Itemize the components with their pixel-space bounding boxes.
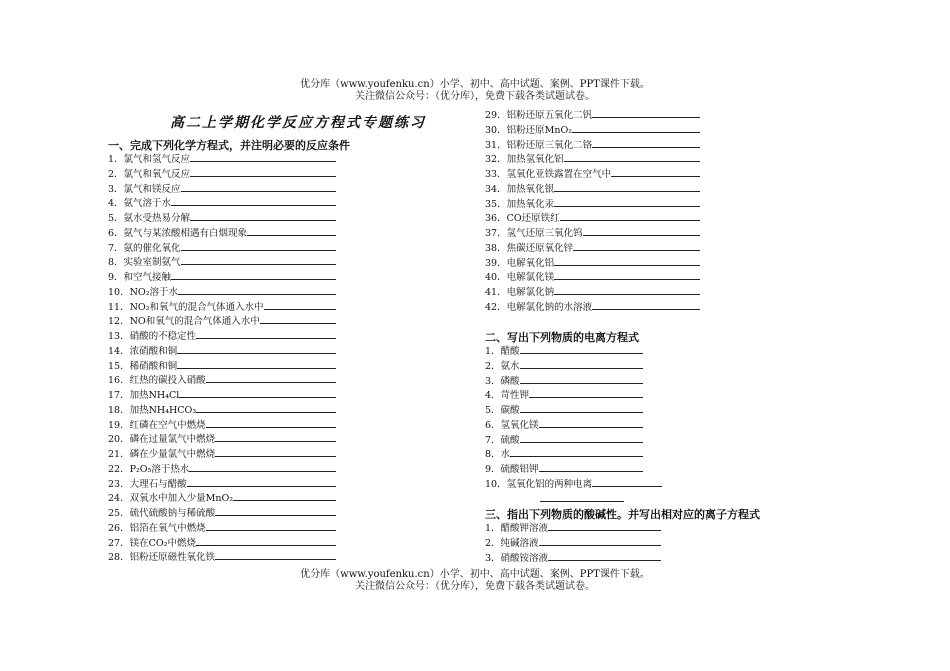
answer-blank[interactable] <box>529 387 643 398</box>
question-text: 碳酸 <box>500 405 520 416</box>
question-item <box>485 417 662 432</box>
question-text: 氨水 <box>500 360 520 372</box>
question-item <box>108 402 336 417</box>
question-text: 铝粉还原五氧化二钒 <box>506 110 593 121</box>
answer-blank[interactable] <box>520 402 643 413</box>
section-2-heading: 二、写出下列物质的电离方程式 <box>485 331 639 344</box>
question-number: 10． <box>108 286 130 298</box>
question-text: 铝粉还原三氧化二铬 <box>506 139 593 151</box>
question-number: 4． <box>108 198 124 210</box>
question-item <box>485 358 662 373</box>
answer-blank[interactable] <box>592 299 700 310</box>
question-number: 40． <box>485 272 507 284</box>
question-number: 5． <box>485 405 501 416</box>
question-text: 加热氢氧化铝 <box>506 154 564 166</box>
question-number: 38． <box>485 242 507 254</box>
question-item <box>108 476 336 491</box>
answer-blank[interactable] <box>260 313 336 324</box>
question-text: 加热氧化银 <box>506 183 555 195</box>
question-item <box>108 535 336 550</box>
answer-blank[interactable] <box>611 166 700 177</box>
question-text: 水 <box>500 449 511 461</box>
answer-blank[interactable] <box>548 550 661 561</box>
question-text: NO₂和氧气的混合气体通入水中 <box>129 301 264 313</box>
question-number: 7． <box>485 434 501 446</box>
question-number: 5． <box>108 213 124 224</box>
question-item <box>485 137 700 152</box>
question-item <box>485 240 700 255</box>
question-number: 3． <box>485 375 501 387</box>
answer-blank[interactable] <box>181 254 336 265</box>
question-text: 红热的碳投入硝酸 <box>129 375 206 387</box>
section-1-heading: 一、完成下列化学方程式，并注明必要的反应条件 <box>108 139 350 152</box>
question-text: 氢氧化镁 <box>500 419 539 431</box>
question-item <box>485 461 662 476</box>
question-text: 氢氧化亚铁露置在空气中 <box>506 169 612 180</box>
question-item <box>485 151 700 166</box>
question-number: 42． <box>485 301 507 313</box>
question-item <box>108 195 336 210</box>
question-text: 硝酸铵溶液 <box>500 552 549 564</box>
question-item <box>485 432 662 447</box>
question-text: 氢氧化铝的两种电离 <box>506 478 593 490</box>
question-number: 12． <box>108 316 130 328</box>
question-item <box>108 254 336 269</box>
question-number: 20． <box>108 434 130 446</box>
question-text: 氯气和氧气反应 <box>123 168 191 180</box>
question-number: 8． <box>485 449 501 461</box>
question-number: 24． <box>108 493 130 505</box>
question-text: 双氧水中加入少量MnO₂ <box>129 493 234 505</box>
answer-blank[interactable] <box>181 181 336 192</box>
answer-blank[interactable] <box>592 137 700 148</box>
answer-blank[interactable] <box>554 196 700 207</box>
footer-line-1: 优分库（www.youfenku.cn）小学、初中、高中试题、案例、PPT课件下载。 <box>300 569 650 580</box>
question-text: 磷酸 <box>500 375 520 387</box>
question-number: 13． <box>108 331 130 342</box>
question-number: 26． <box>108 522 130 534</box>
question-item <box>108 446 336 461</box>
answer-blank[interactable] <box>196 402 336 413</box>
question-text: 氢气还原三氧化钨 <box>506 228 583 239</box>
answer-blank[interactable] <box>573 240 700 251</box>
question-text: 加热NH₄HCO₃ <box>129 404 197 416</box>
answer-blank[interactable] <box>177 358 336 369</box>
question-number: 21． <box>108 449 130 460</box>
question-text: 加热氧化汞 <box>506 198 555 210</box>
question-item <box>485 196 700 211</box>
answer-blank[interactable] <box>539 535 661 546</box>
answer-blank[interactable] <box>520 432 643 443</box>
question-text: 电解氯化钠 <box>506 287 555 298</box>
answer-blank[interactable] <box>554 284 700 295</box>
question-text: 硫酸铝钾 <box>500 464 539 475</box>
question-number: 2． <box>108 168 124 180</box>
answer-blank[interactable] <box>510 446 643 457</box>
question-text: 红磷在空气中燃烧 <box>129 419 206 431</box>
header-line-2: 关注微信公众号：（优分库），免费下载各类试题试卷。 <box>355 91 595 102</box>
question-text: 氨气与某浓酸相遇有白烟现象 <box>123 227 248 239</box>
question-item <box>485 122 700 137</box>
question-number: 19． <box>108 419 130 431</box>
question-item <box>108 520 336 535</box>
question-item <box>108 151 336 166</box>
question-item <box>485 181 700 196</box>
section-1-list <box>108 151 336 564</box>
question-number: 27． <box>108 537 130 549</box>
question-number: 6． <box>485 419 501 431</box>
question-item <box>485 343 662 358</box>
question-text: 氨水受热易分解 <box>123 213 191 224</box>
question-item <box>108 343 336 358</box>
question-item <box>485 255 700 270</box>
answer-blank[interactable] <box>215 549 336 560</box>
question-text: 醋酸钾溶液 <box>500 523 549 534</box>
question-item <box>108 387 336 402</box>
answer-blank[interactable] <box>215 505 336 516</box>
question-item <box>485 210 700 225</box>
question-number: 25． <box>108 508 130 519</box>
question-number: 1． <box>485 523 501 534</box>
question-text: 氯气和氢气反应 <box>123 154 191 165</box>
answer-blank[interactable] <box>592 476 662 487</box>
separator-line <box>540 501 624 502</box>
question-text: 大理石与醋酸 <box>129 478 187 490</box>
answer-blank[interactable] <box>583 225 700 236</box>
answer-blank[interactable] <box>206 372 336 383</box>
answer-blank[interactable] <box>187 476 336 487</box>
question-text: 氨气溶于水 <box>123 198 172 210</box>
answer-blank[interactable] <box>539 461 643 472</box>
question-number: 9． <box>485 464 501 475</box>
question-number: 6． <box>108 227 124 239</box>
question-text: 铝粉还原MnO₂ <box>506 124 573 136</box>
question-item <box>108 490 336 505</box>
answer-blank[interactable] <box>592 107 700 118</box>
question-number: 36． <box>485 213 507 225</box>
question-number: 4． <box>485 390 501 402</box>
question-item <box>108 225 336 240</box>
question-number: 2． <box>485 360 501 372</box>
answer-blank[interactable] <box>215 431 336 442</box>
question-text: 稀硝酸和铜 <box>129 360 178 372</box>
question-item <box>108 505 336 520</box>
answer-blank[interactable] <box>181 240 336 251</box>
question-text: 硫酸 <box>500 434 520 446</box>
section-2-list <box>485 343 662 491</box>
question-text: 氨的催化氧化 <box>123 242 181 254</box>
question-number: 35． <box>485 198 507 210</box>
question-text: 浓硝酸和铜 <box>129 345 178 357</box>
answer-blank[interactable] <box>560 210 700 221</box>
answer-blank[interactable] <box>572 122 700 133</box>
question-text: 镁在CO₂中燃烧 <box>129 537 196 549</box>
answer-blank[interactable] <box>539 417 643 428</box>
question-number: 2． <box>485 537 501 549</box>
question-text: P₂O₅溶于热水 <box>129 463 190 475</box>
question-item <box>485 225 700 240</box>
question-number: 1． <box>108 154 124 165</box>
question-text: 硝酸的不稳定性 <box>129 331 197 342</box>
answer-blank[interactable] <box>178 284 336 295</box>
question-number: 9． <box>108 272 124 283</box>
answer-blank[interactable] <box>264 299 336 310</box>
question-number: 14． <box>108 345 130 357</box>
question-number: 28． <box>108 552 130 564</box>
question-number: 18． <box>108 404 130 416</box>
question-number: 33． <box>485 169 507 180</box>
question-number: 1． <box>485 346 501 357</box>
answer-blank[interactable] <box>190 210 336 221</box>
question-text: 电解氯化镁 <box>506 272 555 284</box>
answer-blank[interactable] <box>190 151 336 162</box>
question-number: 15． <box>108 360 130 372</box>
question-item <box>108 299 336 314</box>
question-number: 8． <box>108 257 124 269</box>
answer-blank[interactable] <box>171 195 336 206</box>
question-text: 和空气接触 <box>123 272 172 283</box>
header-line-1: 优分库（www.youfenku.cn）小学、初中、高中试题、案例、PPT课件下载。 <box>300 79 650 90</box>
answer-blank[interactable] <box>215 446 336 457</box>
question-item <box>108 284 336 299</box>
question-item <box>485 299 700 314</box>
question-number: 30． <box>485 124 507 136</box>
question-item <box>108 181 336 196</box>
question-text: 焦碳还原氧化锌 <box>506 242 574 254</box>
question-item <box>485 520 661 535</box>
answer-blank[interactable] <box>196 535 336 546</box>
question-number: 32． <box>485 154 507 166</box>
answer-blank[interactable] <box>206 520 336 531</box>
question-text: 铝粉还原磁性氧化铁 <box>129 552 216 564</box>
question-item <box>108 240 336 255</box>
section-1-list-continued <box>485 107 700 314</box>
question-text: 实验室制氨气 <box>123 257 181 269</box>
question-item <box>485 535 661 550</box>
footer-line-2: 关注微信公众号：（优分库），免费下载各类试题试卷。 <box>355 581 595 592</box>
question-text: NO₂溶于水 <box>129 286 179 298</box>
page-footer <box>0 569 950 593</box>
question-number: 39． <box>485 257 507 269</box>
answer-blank[interactable] <box>520 358 643 369</box>
question-text: 电解氯化钠的水溶液 <box>506 301 593 313</box>
answer-blank[interactable] <box>171 269 336 280</box>
question-item <box>108 431 336 446</box>
question-text: 磷在少量氯气中燃烧 <box>129 449 216 460</box>
answer-blank[interactable] <box>189 461 336 472</box>
question-text: 苛性钾 <box>500 390 530 402</box>
answer-blank[interactable] <box>520 373 643 384</box>
question-item <box>108 358 336 373</box>
question-number: 17． <box>108 390 130 401</box>
question-item <box>485 387 662 402</box>
question-item <box>485 446 662 461</box>
answer-blank[interactable] <box>564 151 700 162</box>
answer-blank[interactable] <box>554 269 700 280</box>
question-item <box>485 373 662 388</box>
question-item <box>485 402 662 417</box>
question-item <box>108 461 336 476</box>
question-item <box>108 313 336 328</box>
question-text: 氯气和镁反应 <box>123 183 181 195</box>
question-number: 7． <box>108 242 124 254</box>
question-item <box>485 166 700 181</box>
question-item <box>485 269 700 284</box>
question-item <box>485 107 700 122</box>
answer-blank[interactable] <box>179 387 336 398</box>
question-item <box>108 372 336 387</box>
question-text: 磷在过量氯气中燃烧 <box>129 434 216 446</box>
question-item <box>108 417 336 432</box>
question-number: 37． <box>485 228 507 239</box>
answer-blank[interactable] <box>554 181 700 192</box>
question-text: 硫代硫酸钠与稀硫酸 <box>129 508 216 519</box>
question-text: 醋酸 <box>500 346 520 357</box>
question-number: 23． <box>108 478 130 490</box>
question-number: 11． <box>108 301 130 313</box>
answer-blank[interactable] <box>520 343 643 354</box>
answer-blank[interactable] <box>190 166 336 177</box>
page-title: 高二上学期化学反应方程式专题练习 <box>170 115 426 131</box>
question-text: CO还原铁红 <box>506 213 560 225</box>
page-header <box>0 79 950 103</box>
question-item <box>485 550 661 565</box>
question-item <box>108 328 336 343</box>
question-text: 电解氧化铝 <box>506 257 555 269</box>
answer-blank[interactable] <box>233 490 336 501</box>
question-number: 34． <box>485 183 507 195</box>
answer-blank[interactable] <box>206 417 336 428</box>
question-item <box>485 284 700 299</box>
question-number: 22． <box>108 463 130 475</box>
answer-blank[interactable] <box>548 520 661 531</box>
answer-blank[interactable] <box>247 225 336 236</box>
question-item <box>108 210 336 225</box>
question-text: 纯碱溶液 <box>500 537 539 549</box>
question-number: 3． <box>485 552 501 564</box>
question-text: 加热NH₄Cl <box>129 390 180 401</box>
question-item <box>485 476 662 491</box>
question-text: NO和氧气的混合气体通入水中 <box>129 316 260 328</box>
answer-blank[interactable] <box>196 328 336 339</box>
question-number: 16． <box>108 375 130 387</box>
question-number: 10． <box>485 478 507 490</box>
section-3-heading: 三、指出下列物质的酸碱性。并写出相对应的离子方程式 <box>485 508 760 521</box>
question-item <box>108 549 336 564</box>
question-item <box>108 166 336 181</box>
question-number: 3． <box>108 183 124 195</box>
answer-blank[interactable] <box>554 255 700 266</box>
question-text: 铝箔在氧气中燃烧 <box>129 522 206 534</box>
question-number: 29． <box>485 110 507 121</box>
answer-blank[interactable] <box>177 343 336 354</box>
question-number: 41． <box>485 287 507 298</box>
question-number: 31． <box>485 139 507 151</box>
question-item <box>108 269 336 284</box>
section-3-list <box>485 520 661 564</box>
